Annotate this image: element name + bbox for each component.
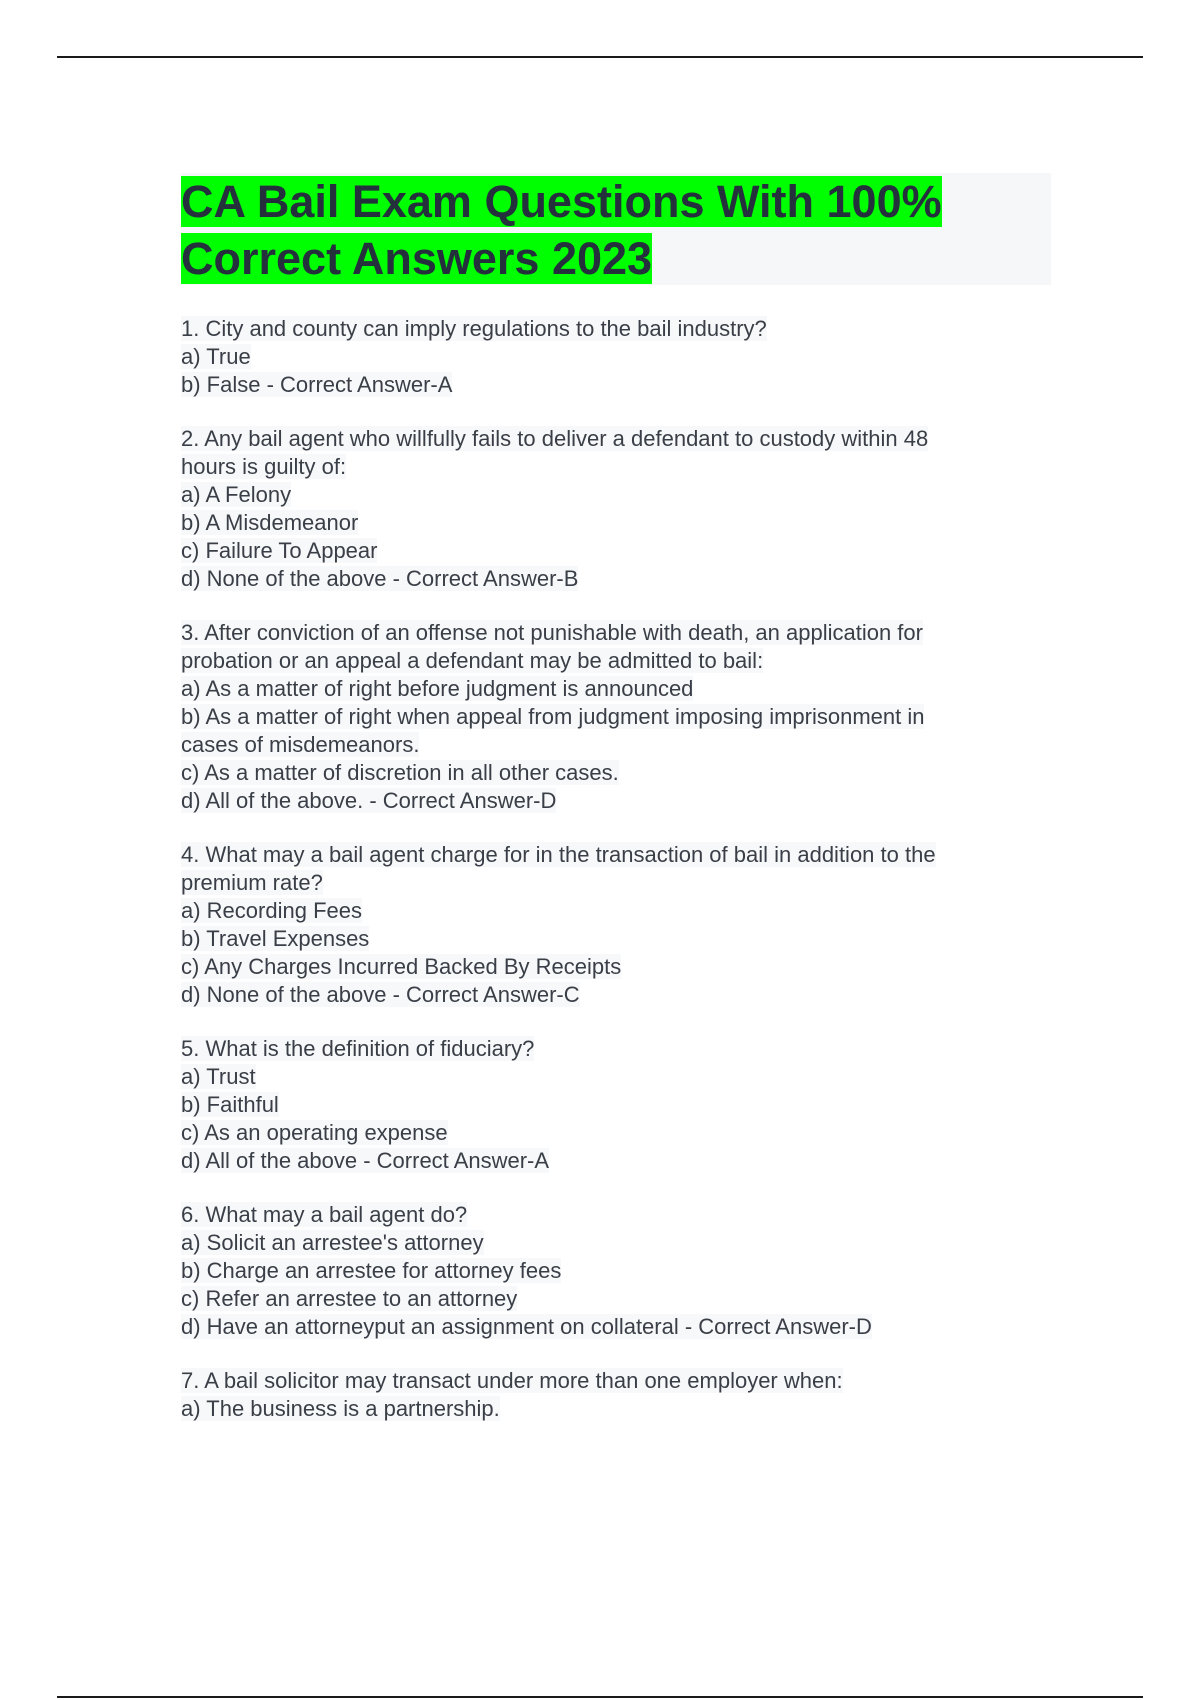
title-block	[181, 173, 1051, 285]
answer-line-span: b) Charge an arrestee for attorney fees	[181, 1258, 562, 1283]
answer-line-span: a) The business is a partnership.	[181, 1396, 500, 1421]
answer-line	[181, 981, 1051, 1009]
question-block	[181, 425, 1051, 593]
answer-line-span: b) Travel Expenses	[181, 926, 370, 951]
answer-line-span: a) A Felony	[181, 482, 292, 507]
answer-line-span: c) Failure To Appear	[181, 538, 378, 563]
answer-line	[181, 925, 1051, 953]
answer-line	[181, 1229, 1051, 1257]
answer-line	[181, 675, 1051, 703]
answer-line-span: a) Trust	[181, 1064, 256, 1089]
question-text-span: 6. What may a bail agent do?	[181, 1202, 468, 1227]
answer-line-span: c) As a matter of discretion in all other cases.	[181, 760, 619, 785]
question-text-span: 1. City and county can imply regulations to the bail industry?	[181, 316, 767, 341]
answer-line	[181, 869, 1051, 897]
top-rule	[57, 56, 1143, 58]
answer-line-span: d) None of the above - Correct Answer-C	[181, 982, 580, 1007]
answer-line	[181, 1063, 1051, 1091]
answer-line-span: b) A Misdemeanor	[181, 510, 359, 535]
question-block	[181, 1367, 1051, 1423]
question-text-span: 3. After conviction of an offense not punishable with death, an application for	[181, 620, 923, 645]
answer-line	[181, 1119, 1051, 1147]
answer-line-span: premium rate?	[181, 870, 323, 895]
question-text-span: 7. A bail solicitor may transact under more than one employer when:	[181, 1368, 843, 1393]
question-text-span: 2. Any bail agent who willfully fails to deliver a defendant to custody within 48	[181, 426, 929, 451]
answer-line-span: d) All of the above - Correct Answer-A	[181, 1148, 550, 1173]
answer-line-span: c) Any Charges Incurred Backed By Receipts	[181, 954, 622, 979]
question-list	[181, 315, 1051, 1423]
answer-line	[181, 537, 1051, 565]
answer-line-span: probation or an appeal a defendant may be admitted to bail:	[181, 648, 764, 673]
question-block	[181, 1035, 1051, 1175]
answer-line	[181, 565, 1051, 593]
answer-line	[181, 1313, 1051, 1341]
answer-line	[181, 1091, 1051, 1119]
answer-line-span: b) As a matter of right when appeal from judgment imposing imprisonment in	[181, 704, 925, 729]
question-block	[181, 841, 1051, 1009]
question-text	[181, 841, 1051, 869]
answer-line-span: d) All of the above. - Correct Answer-D	[181, 788, 557, 813]
answer-line-span: d) Have an attorneyput an assignment on collateral - Correct Answer-D	[181, 1314, 872, 1339]
answer-line-span: b) False - Correct Answer-A	[181, 372, 453, 397]
question-text	[181, 1035, 1051, 1063]
document-title	[181, 173, 1051, 287]
answer-line	[181, 953, 1051, 981]
question-text	[181, 619, 1051, 647]
answer-line-span: c) Refer an arrestee to an attorney	[181, 1286, 518, 1311]
answer-line	[181, 1285, 1051, 1313]
answer-line	[181, 647, 1051, 675]
answer-line	[181, 1395, 1051, 1423]
question-text	[181, 1367, 1051, 1395]
answer-line-span: a) True	[181, 344, 251, 369]
answer-line	[181, 371, 1051, 399]
answer-line-span: d) None of the above - Correct Answer-B	[181, 566, 579, 591]
document-body	[181, 173, 1051, 1449]
question-text-span: 4. What may a bail agent charge for in the transaction of bail in addition to the	[181, 842, 936, 867]
answer-line	[181, 1147, 1051, 1175]
answer-line	[181, 897, 1051, 925]
question-text	[181, 425, 1051, 453]
answer-line-span: a) Solicit an arrestee's attorney	[181, 1230, 484, 1255]
answer-line	[181, 1257, 1051, 1285]
answer-line	[181, 481, 1051, 509]
answer-line-span: hours is guilty of:	[181, 454, 347, 479]
answer-line	[181, 759, 1051, 787]
answer-line-span: a) As a matter of right before judgment is announced	[181, 676, 694, 701]
question-block	[181, 619, 1051, 815]
question-text	[181, 315, 1051, 343]
answer-line	[181, 509, 1051, 537]
answer-line	[181, 343, 1051, 371]
document-title-text: CA Bail Exam Questions With 100% Correct Answers 2023	[181, 176, 942, 284]
question-block	[181, 1201, 1051, 1341]
answer-line-span: cases of misdemeanors.	[181, 732, 420, 757]
answer-line	[181, 703, 1051, 731]
bottom-rule	[57, 1696, 1143, 1698]
answer-line	[181, 453, 1051, 481]
question-text-span: 5. What is the definition of fiduciary?	[181, 1036, 535, 1061]
question-text	[181, 1201, 1051, 1229]
answer-line-span: b) Faithful	[181, 1092, 279, 1117]
answer-line-span: c) As an operating expense	[181, 1120, 448, 1145]
question-block	[181, 315, 1051, 399]
answer-line-span: a) Recording Fees	[181, 898, 362, 923]
answer-line	[181, 787, 1051, 815]
answer-line	[181, 731, 1051, 759]
